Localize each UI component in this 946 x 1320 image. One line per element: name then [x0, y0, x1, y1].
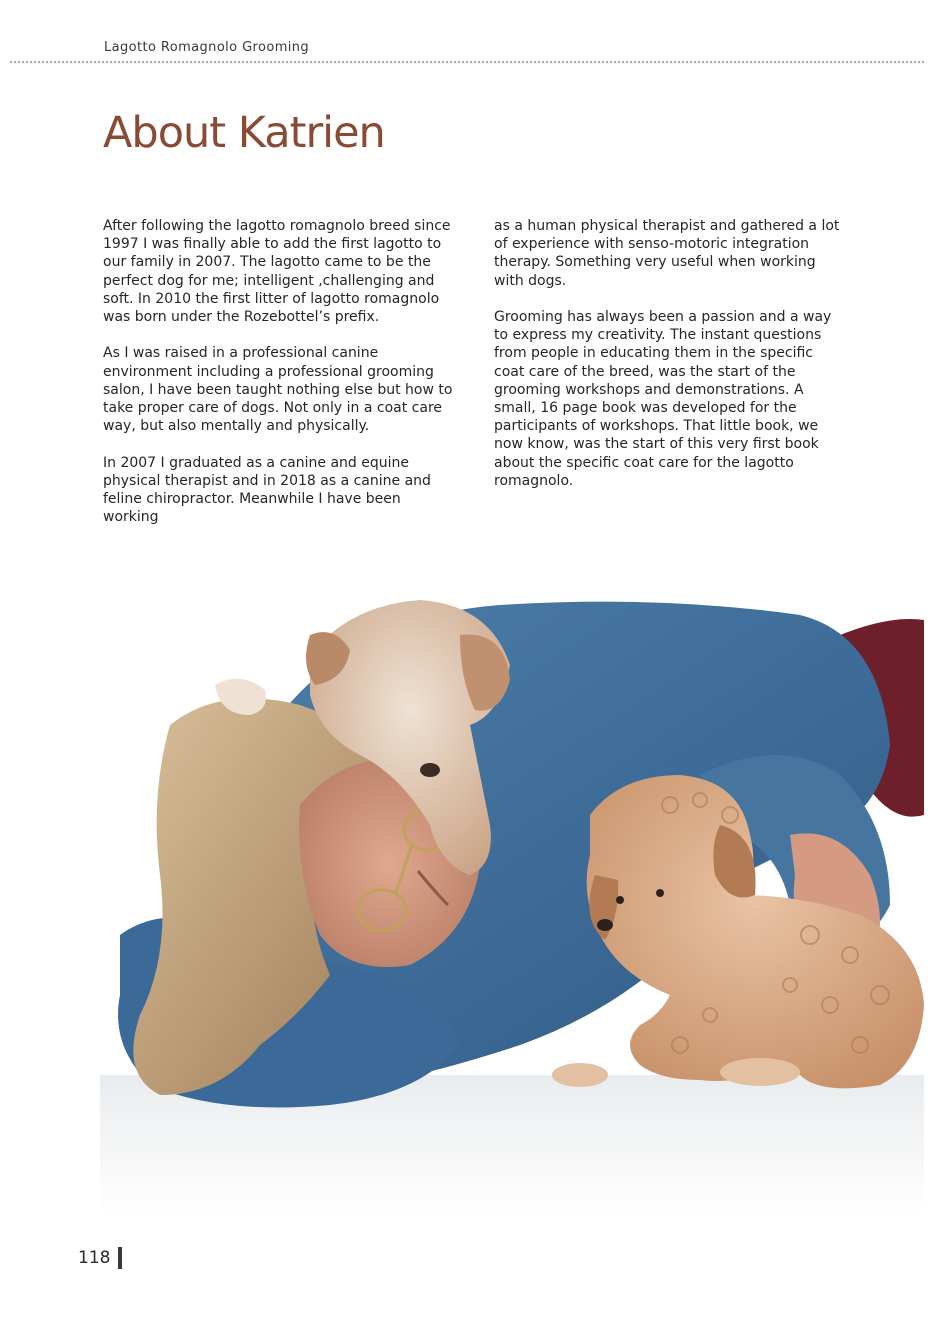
photo-woman-with-puppies: [100, 575, 924, 1215]
puppy-nose: [597, 919, 613, 931]
page-title: About Katrien: [103, 108, 385, 158]
running-header: Lagotto Romagnolo Grooming: [104, 40, 310, 55]
header-dotted-rule: [10, 61, 924, 63]
puppy-eye: [616, 896, 624, 904]
paragraph: In 2007 I graduated as a canine and equine physical therapist and in 2018 as a canine and feline chiropractor. Meanwhile I have been working: [103, 454, 431, 526]
paragraph: After following the lagotto romagnolo breed since 1997 I was finally able to add the first lagotto to our family in 2007. The lagotto came to be the perfect dog for me; intelligent ,challenging and soft. In 2010 the first litter of lagotto romagnolo was born under the Rozebottel’s prefix.: [103, 218, 451, 326]
paragraph: As I was raised in a professional canine environment including a professional grooming salon, I have been taught nothing else but how to take proper care of dogs. Not only in a coat care way, but also mentally and physically.: [103, 345, 453, 435]
puppy-nose: [420, 763, 440, 777]
paragraph: as a human physical therapist and gathered a lot of experience with senso-motoric integration therapy. Something very useful when working with dogs.: [494, 218, 840, 289]
page-number: 118: [78, 1248, 111, 1268]
text-column-left: [103, 217, 455, 545]
puppy-paw: [720, 1058, 800, 1086]
paragraph: Grooming has always been a passion and a way to express my creativity. The instant questions from people in educating them in the specific coat care of the breed, was the start of the grooming workshops and demonstrations. A small, 16 page book was developed for the participants of workshops. That little book, we now know, was the start of this very first book about the specific coat care for the lagotto romagnolo.: [494, 309, 832, 489]
page-number-marker: [118, 1247, 122, 1269]
text-column-right: [494, 217, 846, 508]
